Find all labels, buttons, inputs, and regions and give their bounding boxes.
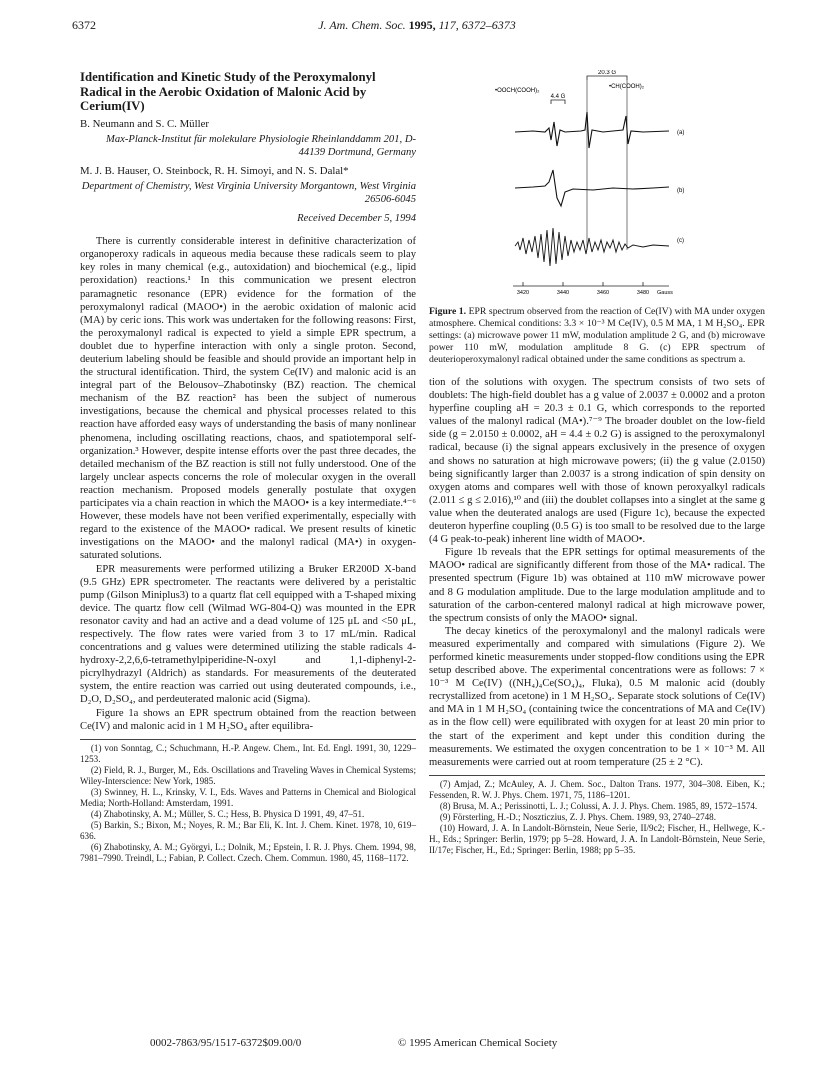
copyright: © 1995 American Chemical Society bbox=[398, 1037, 558, 1049]
article-title: Identification and Kinetic Study of the Peroxymalonyl Radical in the Aerobic Oxidation of Malonic Acid by Cerium(IV) bbox=[80, 70, 376, 113]
running-header bbox=[72, 18, 762, 32]
figure-1 bbox=[493, 70, 713, 302]
footnotes-left bbox=[80, 739, 416, 864]
tick-label: 3440 bbox=[556, 290, 570, 296]
trace-b-label: (b) bbox=[677, 188, 685, 194]
caption-label: Figure 1. bbox=[429, 306, 467, 317]
footnotes-right bbox=[429, 775, 765, 856]
reference-3: (3) Swinney, H. L., Krinsky, V. I., Eds. Waves and Patterns in Chemical and Biological Media; North-Holland: Amsterdam, 1991. bbox=[80, 786, 416, 808]
figure-caption bbox=[429, 306, 765, 366]
trace-a bbox=[515, 112, 669, 148]
trace-b bbox=[515, 170, 669, 206]
affiliation-2: Department of Chemistry, West Virginia University Morgantown, West Virginia 26506-6045 bbox=[81, 180, 416, 205]
label-20g: 20.3 G bbox=[597, 70, 617, 76]
tick-label: 3480 bbox=[636, 290, 650, 296]
body-paragraph: There is currently considerable interest in definitive characterization of organoperoxy radicals in aqueous media because these radicals seem to play key roles in many chemical (e.g., autoxidation) and biochemical (e.g., lipid peroxidation) reactions.¹ In this communication we present electron paramagnetic resonance (EPR) evidence for the formation of the peroxymalonyl radical (MAOO•) in the aerobic oxidation of malonic acid (MA) by ceric ions. This work was undertaken for the following reasons: First, the peroxymalonyl radical is expected to yield a simple EPR spectrum, a doublet due to hyperfine interaction with only a single proton. Second, deuterium labeling should be feasible and should provide an important help in the structural identification. Third, the system Ce(IV) and malonic acid is an integral part of the Belousov–Zhabotinsky (BZ) reaction. The chemical mechanism of the BZ reaction² has been the subject of numerous investigations, because the chemical and physical processes related to this reaction have afforded easy ways of understanding the basis of many nonlinear phenomena, including oscillating reactions, chaos, and spatiotemporal self-organization.³ However, despite intense efforts over the past three decades, the detailed mechanism of the BZ reaction is still not fully understood. One of the largely unclear aspects concerns the role of molecular oxygen in the overall reaction mechanism. Proposed models generally postulate that oxygen participates via a chain reaction in which the MAOO• is a key intermediate.⁴⁻⁶ However, these models have not been verified experimentally, especially with regard to the existence of the MAOO• radical. We present results of kinetic investigations on the MAOO• and the malonyl radical (MA•) in oxygen-saturated solutions. bbox=[80, 236, 416, 562]
body-paragraph: tion of the solutions with oxygen. The spectrum consists of two sets of doublets: The high-field doublet has a g value of 2.0037 ± 0.0002 and a proton hyperfine coupling aH = 20.3 ± 0.1 G, which corresponds to the reported values of the malonyl radical (MA•).⁷⁻⁹ The broader doublet on the low-field side (g = 2.0150 ± 0.0002, aH = 4.4 ± 0.2 G) is assigned to the peroxymalonyl radical, because (i) the signal appears exclusively in the presence of oxygen and shows no saturation at high microwave powers; (ii) the g value (2.0150) being significantly larger than 2.0037 is a strong indication of spin density on oxygen atoms and compares well with those of known peroxyalkyl radicals (2.011 ≤ g ≤ 2.016),¹⁰ and (iii) the doublet collapses into a singlet at the same g value when the deuterated analogs are used (Figure 1c), because the expected deuteron hyperfine coupling (0.5 G) is too small to be resolved due to the large (4 G peak-to-peak) inherent line width of MAOO•. bbox=[429, 377, 765, 546]
journal-name: J. Am. Chem. Soc. bbox=[318, 18, 406, 32]
reference-9: (9) Försterling, H.-D.; Noszticzius, Z. J. Phys. Chem. 1989, 93, 2740–2748. bbox=[439, 811, 716, 822]
reference-8: (8) Brusa, M. A.; Perissinotti, L. J.; Colussi, A. J. J. Phys. Chem. 1985, 89, 1572–1574. bbox=[439, 800, 758, 811]
caption-text: EPR spectrum observed from the reaction of Ce(IV) with MA under oxygen atmosphere. Chemical conditions: 3.3 × 10⁻³ M Ce(IV), 0.5 M MA, 1 M H₂SO₄. EPR settings: (a) microwave power 11 mW, modulation amplitude 2 G, and (b) microwave power 110 mW, modulation amplitude 8 G. (c) EPR spectrum of deuterioperoxymalonyl radical obtained under the same conditions as spectrum a. bbox=[429, 306, 766, 365]
label-44g: 4.4 G bbox=[550, 94, 566, 100]
reference-5: (5) Barkin, S.; Bixon, M.; Noyes, R. M.; Bar Eli, K. Int. J. Chem. Kinet. 1978, 10, 619–636. bbox=[80, 819, 416, 841]
affiliation-1: Max-Planck-Institut für molekulare Physiologie Rheinlanddamm 201, D-44139 Dortmund, Germany bbox=[106, 133, 416, 158]
tick-label: 3420 bbox=[516, 290, 530, 296]
right-column bbox=[429, 70, 765, 856]
body-paragraph: EPR measurements were performed utilizing a Bruker ER200D X-band (9.5 GHz) EPR spectrometer. The reactants were delivered by a peristaltic pump (Gilson Miniplus3) to a quartz flat cell equipped with a T-shaped mixing device. The quartz flow cell (Wilmad WG-804-Q) was mounted in the EPR resonator cavity and had an active and a dead volume of 125 μL and <50 μL, respectively. The flow rates were varied from 3 to 17 mL/min. Radical concentrations and g values were determined utilizing the stable radicals 4-hydroxy-2,2,6,6-tetramethylpiperidine-N-oxyl and 1,1-diphenyl-2-picrylhydrazyl (Aldrich) as standards. For measurements of the deuterated system, the entire reaction was carried out using deuterated compounds, i.e., D₂O, D₂SO₄, and perdeuterated malonic acid (Sigma). bbox=[80, 563, 416, 706]
left-column bbox=[80, 70, 416, 864]
hfc-bracket-20g bbox=[587, 76, 627, 80]
reference-2: (2) Field, R. J., Burger, M., Eds. Oscillations and Traveling Waves in Chemical Systems; Wiley-Interscience: New York, 1985. bbox=[80, 764, 416, 786]
page-number: 6372 bbox=[72, 18, 96, 32]
issn-code: 0002-7863/95/1517-6372$09.00/0 bbox=[150, 1037, 302, 1049]
tick-label: 3460 bbox=[596, 290, 610, 296]
journal-volume: 117, bbox=[438, 18, 459, 32]
trace-c-label: (c) bbox=[677, 238, 684, 244]
x-axis bbox=[513, 282, 669, 286]
reference-6: (6) Zhabotinsky, A. M.; Györgyi, L.; Dolnik, M.; Epstein, I. R. J. Phys. Chem. 1994, 98, 7981–7990. Treindl, L.; Fabian, P. Collect. Czech. Chem. Commun. 1980, 45, 1168–1172. bbox=[80, 841, 416, 863]
journal-citation bbox=[72, 18, 762, 33]
reference-1: (1) von Sonntag, C.; Schuchmann, H.-P. Angew. Chem., Int. Ed. Engl. 1991, 30, 1229–1253. bbox=[80, 742, 416, 764]
reference-4: (4) Zhabotinsky, A. M.; Müller, S. C.; Hess, B. Physica D 1991, 49, 47–51. bbox=[90, 808, 365, 819]
page-footer bbox=[150, 1037, 670, 1049]
reference-10: (10) Howard, J. A. In Landolt-Börnstein, Neue Serie, II/9c2; Fischer, H., Hellwege, K.-H., Eds.; Springer: Berlin, 1979; pp 5–28. Howard, J. A. In Landolt-Börnstein, Neue Serie, II/17e; Fischer, H., Ed.; Springer: Berlin, 1988; pp 5–35. bbox=[429, 822, 765, 855]
authors-group-1: B. Neumann and S. C. Müller bbox=[80, 117, 209, 130]
trace-a-label: (a) bbox=[677, 130, 685, 136]
received-date: Received December 5, 1994 bbox=[297, 213, 416, 225]
body-paragraph: The decay kinetics of the peroxymalonyl and the malonyl radicals were measured experimentally and compared with simulations (Figure 2). We performed kinetic measurements under stopped-flow conditions using the EPR setup described above. The experimental concentrations were as follows: 7 × 10⁻³ M Ce(IV) ((NH₄)₄Ce(SO₄)₄, Fluka), 0.5 M malonic acid (doubly recrystallized from acetone) in 1 M H₂SO₄. Separate stock solutions of Ce(IV) and MA in 1 M H₂SO₄ (containing twice the concentrations of MA and Ce(IV) as in the flow cell) were equilibrated with oxygen for at least 20 min prior to the start of the experiment and kept under this condition during the measurements. We estimated the oxygen concentration to be 1 × 10⁻³ M. All measurements were carried out at room temperature (25 ± 2 °C). bbox=[429, 625, 765, 768]
label-peroxymalonyl: •OOCH(COOH)₂ bbox=[495, 88, 540, 94]
label-malonyl: •CH(COOH)₂ bbox=[609, 84, 645, 90]
axis-unit: Gauss bbox=[657, 290, 673, 296]
journal-year: 1995, bbox=[408, 18, 436, 32]
hfc-bracket-44g bbox=[551, 100, 565, 104]
reference-7: (7) Amjad, Z.; McAuley, A. J. Chem. Soc., Dalton Trans. 1977, 304–308. Eiben, K.; Fessenden, R. W. J. Phys. Chem. 1971, 75, 1186–1201. bbox=[429, 778, 765, 800]
authors-group-2: M. J. B. Hauser, O. Steinbock, R. H. Simoyi, and N. S. Dalal* bbox=[80, 164, 349, 177]
body-paragraph: Figure 1a shows an EPR spectrum obtained from the reaction between Ce(IV) and malonic acid in 1 M H₂SO₄ after equilibra- bbox=[80, 707, 416, 732]
journal-pages: 6372–6373 bbox=[461, 18, 516, 32]
trace-c bbox=[515, 228, 669, 266]
body-paragraph: Figure 1b reveals that the EPR settings for optimal measurements of the MAOO• radical are significantly different from those of the MA• radical. The presented spectrum (Figure 1b) was obtained at 110 mW microwave power and 8 G modulation amplitude. Due to the large modulation amplitude and to saturation of the carbon-centered malonyl radical at high microwave power, the spectrum consists of only the MAOO• signal. bbox=[429, 547, 765, 624]
epr-spectrum-figure bbox=[493, 70, 713, 302]
